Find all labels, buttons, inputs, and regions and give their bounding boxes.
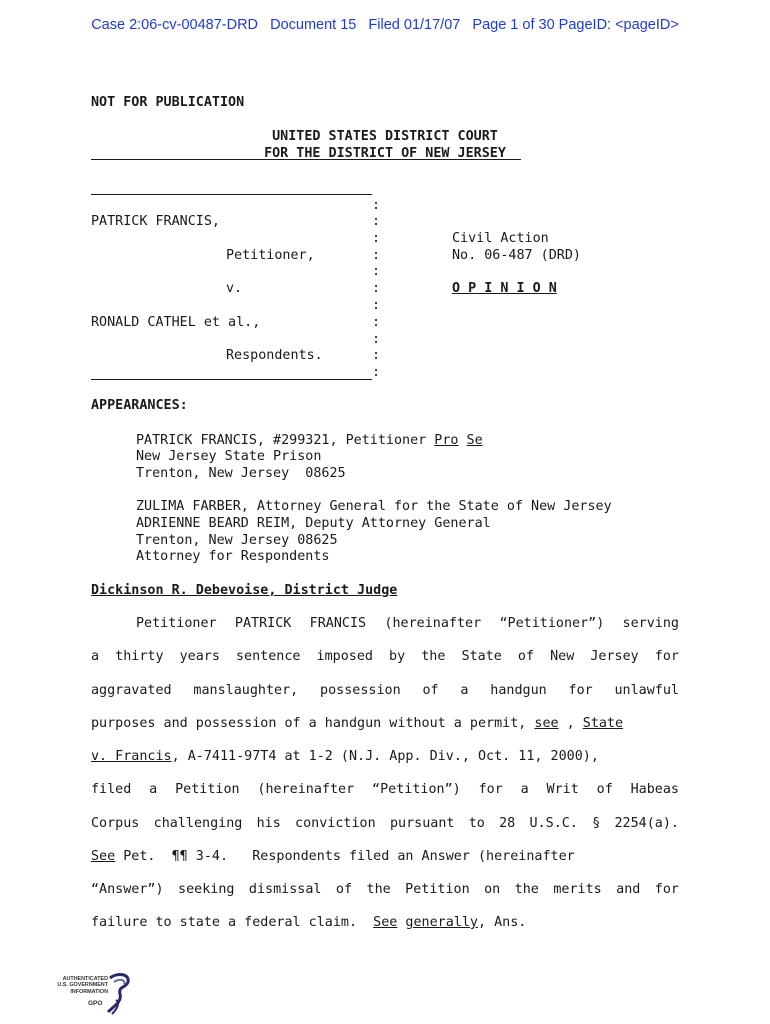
body-line-4 [91,715,679,732]
caption-colon: : [372,315,381,330]
appearance-petitioner-line2: New Jersey State Prison [136,449,322,464]
appearance-text: PATRICK FRANCIS, #299321, Petitioner [136,433,435,448]
case-name-francis: v. Francis [91,749,172,764]
caption-colon: : [372,264,381,279]
caption-colon: : [372,281,381,296]
appearance-petitioner-line3: Trenton, New Jersey 08625 [136,466,346,481]
respondent-role: Respondents. [226,348,323,363]
petitioner-role: Petitioner, [226,248,315,263]
body-text: , A-7411-97T4 at 1-2 (N.J. App. Div., Oct. 11, 2000), [171,749,599,764]
body-text: , [558,716,583,731]
opinion-title: O P I N I O N [452,281,557,296]
caption-bottom-rule [91,379,372,380]
body-line-9: “Answer”) seeking dismissal of the Petition on the merits and for [91,882,679,897]
court-name-line2: FOR THE DISTRICT OF NEW JERSEY [264,146,506,161]
body-line-5 [91,748,679,765]
not-for-publication: NOT FOR PUBLICATION [91,95,245,110]
see-citation: See [373,915,398,930]
civil-action-label: Civil Action [452,231,549,246]
versus: v. [226,281,243,296]
case-name-state: State [582,716,624,731]
petitioner-name: PATRICK FRANCIS, [91,214,220,229]
judge-name: Dickinson R. Debevoise, District Judge [91,583,398,598]
gpo-seal-text: AUTHENTICATED U.S. GOVERNMENT INFORMATION [57,976,108,995]
body-line-10 [91,914,679,931]
court-underline [91,159,521,160]
body-text: purposes and possession of a handgun without a permit, [91,716,535,731]
appearance-respondents-line1: ZULIMA FARBER, Attorney General for the State of New Jersey [136,499,612,514]
case-header: Case 2:06-cv-00487-DRD Document 15 Filed 01/17/07 Page 1 of 30 PageID: <pageID> [91,17,679,33]
see-citation: see [534,716,559,731]
body-line-8 [91,848,679,865]
caption-colon: : [372,298,381,313]
body-text: , Ans. [477,915,527,930]
body-text: failure to state a federal claim. [91,915,374,930]
caption-colon: : [372,332,381,347]
body-line-2: a thirty years sentence imposed by the State of New Jersey for [91,649,679,664]
case-number: No. 06-487 (DRD) [452,248,581,263]
generally-citation: generally [405,915,478,930]
eagle-icon [104,972,134,1018]
caption-colon: : [372,365,381,380]
se-text: Se [466,433,483,448]
see-citation: See [91,849,116,864]
caption-colon: : [372,231,381,246]
body-line-7: Corpus challenging his conviction pursuant to 28 U.S.C. § 2254(a). [91,816,679,831]
gpo-label: GPO [88,1000,103,1007]
body-line-3: aggravated manslaughter, possession of a handgun for unlawful [91,683,679,698]
appearance-respondents-line4: Attorney for Respondents [136,549,330,564]
appearance-petitioner-line1 [136,432,483,449]
gpo-authentication-seal [44,972,134,1018]
pro-text: Pro [434,433,459,448]
court-name-line1: UNITED STATES DISTRICT COURT [272,129,498,144]
caption-colon: : [372,198,381,213]
body-line-1: Petitioner PATRICK FRANCIS (hereinafter “Petitioner”) serving [136,616,679,631]
caption-colon: : [372,348,381,363]
caption-colon: : [372,248,381,263]
body-text: Pet. ¶¶ 3-4. Respondents filed an Answer (hereinafter [115,849,575,864]
caption-colon: : [372,214,381,229]
caption-top-rule [91,194,372,195]
body-line-6: filed a Petition (hereinafter “Petition”) for a Writ of Habeas [91,782,679,797]
appearances-heading: APPEARANCES: [91,398,188,413]
appearance-respondents-line3: Trenton, New Jersey 08625 [136,533,338,548]
respondent-name: RONALD CATHEL et al., [91,315,261,330]
appearance-respondents-line2: ADRIENNE BEARD REIM, Deputy Attorney General [136,516,491,531]
